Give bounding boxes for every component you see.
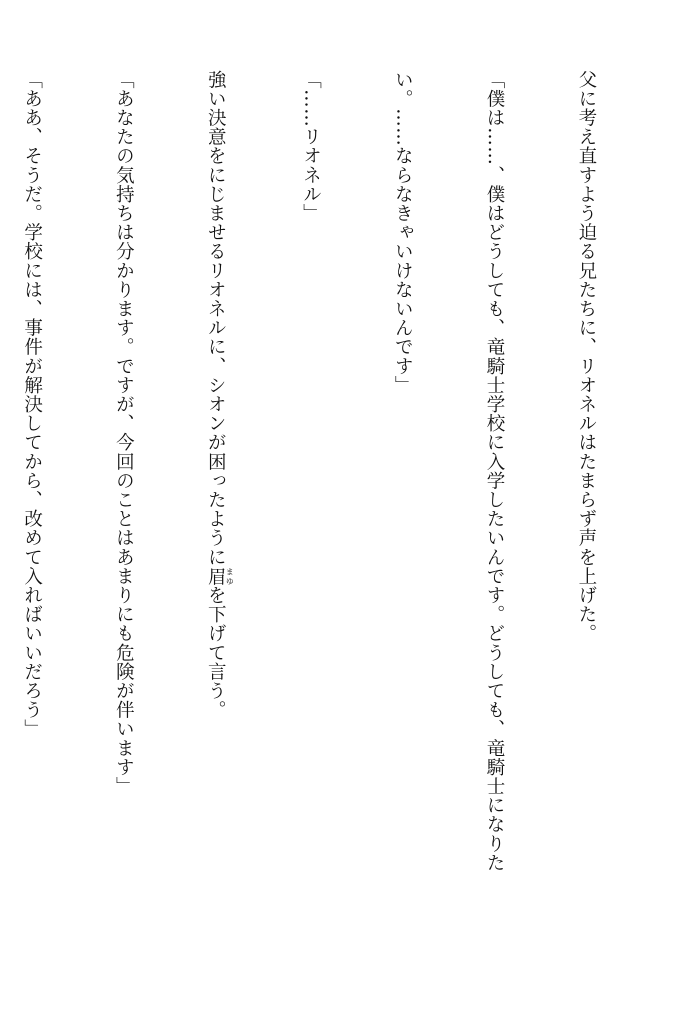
text-line-5-end: を下げて言う。 bbox=[205, 585, 227, 720]
text-line-3: い。……ならなきゃいけないんです」 bbox=[392, 70, 414, 395]
text-line-7: 「ああ、そうだ。学校には、事件が解決してから、改めて入ればいいだろう」 bbox=[21, 70, 43, 739]
text-line-1: 父に考え直すよう迫る兄たちに、リオネルはたまらず声を上げた。 bbox=[575, 70, 597, 643]
vertical-text-body bbox=[0, 70, 662, 960]
text-line-4: 「……リオネル」 bbox=[300, 70, 322, 223]
ruby-mayu-base: 眉 bbox=[205, 566, 227, 586]
text-line-5 bbox=[200, 70, 234, 960]
ruby-mayu-reading: まゆ bbox=[225, 566, 235, 586]
text-line-5-start: 強い決意をにじませるリオネルに、シオンが困ったように bbox=[205, 70, 227, 567]
ruby-mayu bbox=[205, 566, 235, 586]
text-line-6: 「あなたの気持ちは分かります。ですが、今回のことはあまりにも危険が伴います」 bbox=[113, 70, 135, 796]
text-line-2: 「僕は……、僕はどうしても、竜騎士学校に入学したいんです。どうしても、竜騎士になりた bbox=[484, 70, 506, 873]
